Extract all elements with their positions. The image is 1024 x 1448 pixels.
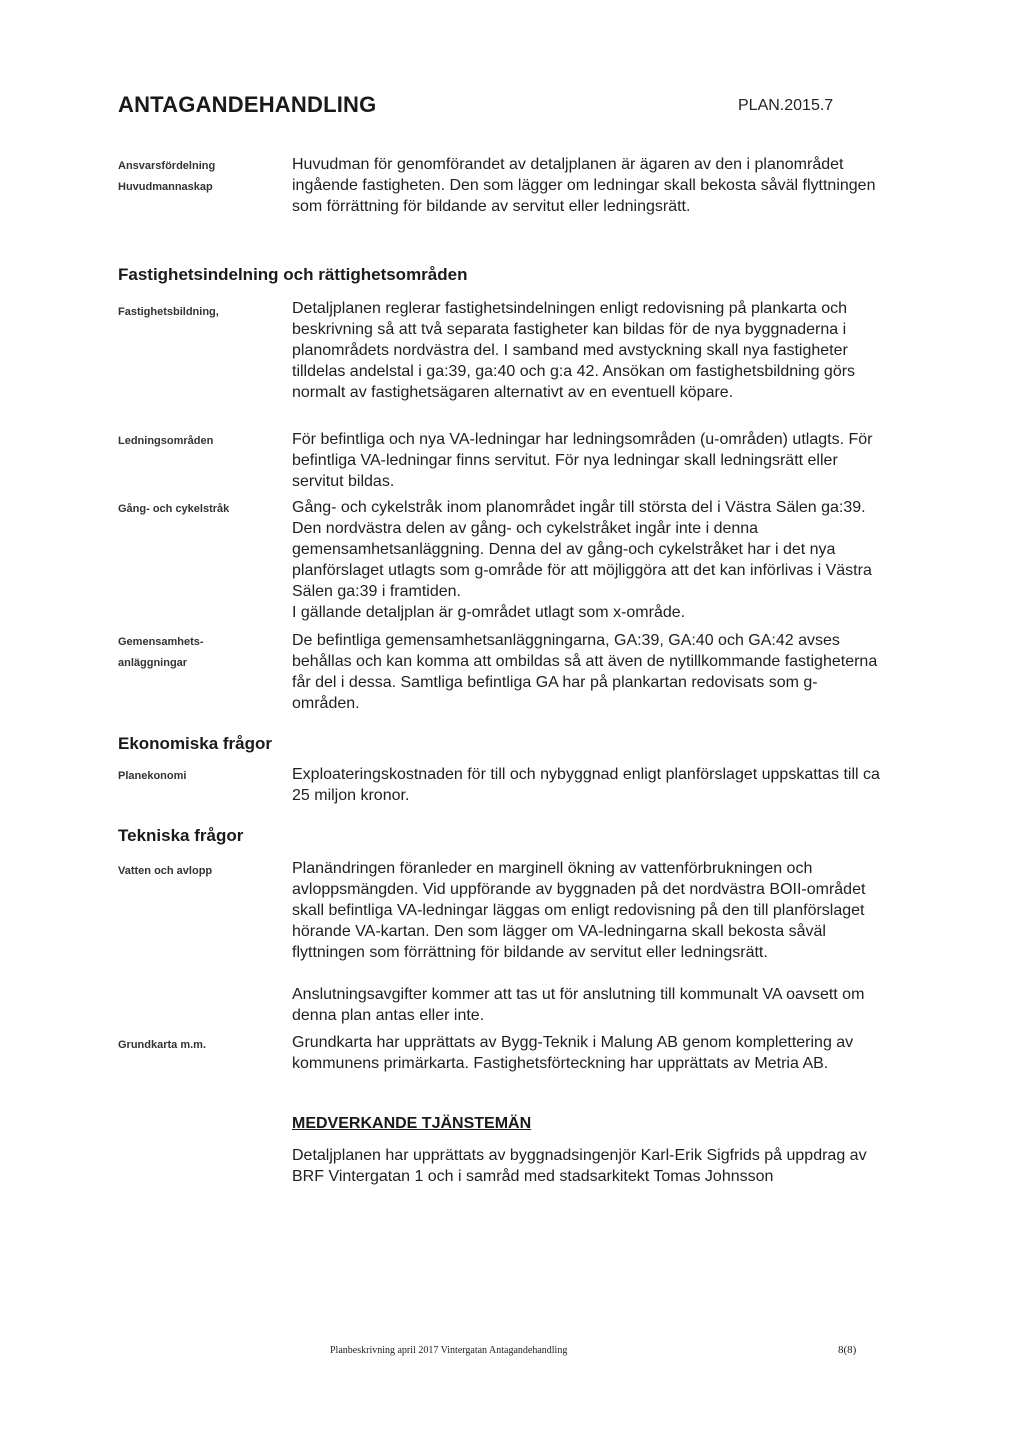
- label-gemensamhets: Gemensamhets-: [118, 636, 204, 648]
- label-planekonomi: Planekonomi: [118, 770, 187, 782]
- label-anlaggningar: anläggningar: [118, 657, 188, 669]
- page-number: 8(8): [838, 1344, 857, 1356]
- text-fastighetsbildning: Detaljplanen reglerar fastighetsindelningen enligt redovisning på plankarta och beskrivning så att två separata fastigheter kan bildas för de nya byggnaderna i planområdets nordvästra del. I samband med avstyckning skall nya fastigheter tilldelas andelstal i ga:39, ga:40 och g:a 42. Ansökan om fastighetsbildning görs normalt av fastighetsägaren alternativt av en eventuell köpare.: [292, 300, 856, 401]
- heading-tekniska-fragor: Tekniska frågor: [118, 826, 244, 845]
- label-ledningsomraden: Ledningsområden: [118, 435, 214, 447]
- label-vatten-avlopp: Vatten och avlopp: [118, 865, 213, 877]
- text-grundkarta: Grundkarta har upprättats av Bygg-Teknik i Malung AB genom komplettering av kommunens primärkarta. Fastighetsförteckning har upprättats av Metria AB.: [292, 1034, 854, 1072]
- footer-text: Planbeskrivning april 2017 Vintergatan Antagandehandling: [330, 1345, 568, 1356]
- label-grundkarta: Grundkarta m.m.: [118, 1039, 207, 1051]
- text-gang-cykelstrak-2: I gällande detaljplan är g-området utlagt som x-område.: [292, 604, 686, 621]
- text-planekonomi: Exploateringskostnaden för till och nybyggnad enligt planförslaget uppskattas till ca 25 miljon kronor.: [292, 766, 880, 804]
- text-ledningsomraden: För befintliga och nya VA-ledningar har ledningsområden (u-områden) utlagts. För befintliga VA-ledningar finns servitut. För nya ledningar skall ledningsrätt eller servitut bildas.: [292, 431, 873, 490]
- label-fastighetsbildning: Fastighetsbildning,: [118, 306, 219, 318]
- text-vatten-avlopp: Planändringen föranleder en marginell ökning av vattenförbrukningen och avloppsmängden. Vid uppförande av byggnaden på det nordvästra BOII-området skall befintliga VA-ledningar läggas om enligt redovisning på den till planförslaget hörande VA-kartan. Den som lägger om VA-ledningarna skall bekosta såväl flyttningen som förrättning för bildande av servitut eller ledningsrätt.: [292, 860, 866, 961]
- label-ansvarsfordelning: Ansvarsfördelning: [118, 160, 216, 172]
- text-vatten-avlopp-2: Anslutningsavgifter kommer att tas ut för anslutning till kommunalt VA oavsett om denna plan antas eller inte.: [292, 986, 865, 1024]
- label-huvudmannaskap: Huvudmannaskap: [118, 181, 213, 193]
- text-gang-cykelstrak: Gång- och cykelstråk inom planområdet ingår till största del i Västra Sälen ga:39. Den nordvästra delen av gång- och cykelstråket ingår inte i denna gemensamhetsanläggning. Denna del av gång-och cykelstråket har i det nya planförslaget utlagts som g-område för att möjliggöra att det kan införlivas i Västra Sälen ga:39 i framtiden.: [292, 499, 872, 600]
- label-gang-cykelstrak: Gång- och cykelstråk: [118, 503, 230, 515]
- text-huvudmannaskap: Huvudman för genomförandet av detaljplanen är ägaren av den i planområdet ingående fastigheten. Den som lägger om ledningar skall bekosta såväl flyttningen som förrättning för bildande av servitut eller ledningsrätt.: [292, 156, 876, 215]
- heading-medverkande: MEDVERKANDE TJÄNSTEMÄN: [292, 1115, 532, 1132]
- heading-ekonomiska-fragor: Ekonomiska frågor: [118, 734, 272, 753]
- text-gemensamhetsanlaggningar: De befintliga gemensamhetsanläggningarna, GA:39, GA:40 och GA:42 avses behållas och kan komma att ombildas så att även de nytillkommande fastigheterna får del i dessa. Samtliga befintliga GA har på plankartan redovisats som g-områden.: [292, 632, 878, 712]
- text-medverkande: Detaljplanen har upprättats av byggnadsingenjör Karl-Erik Sigfrids på uppdrag av BRF Vintergatan 1 och i samråd med stadsarkitekt Tomas Johnsson: [292, 1147, 867, 1185]
- document-title: ANTAGANDEHANDLING: [118, 92, 377, 117]
- plan-number: PLAN.2015.7: [738, 97, 834, 114]
- heading-fastighetsindelning: Fastighetsindelning och rättighetsområden: [118, 265, 468, 284]
